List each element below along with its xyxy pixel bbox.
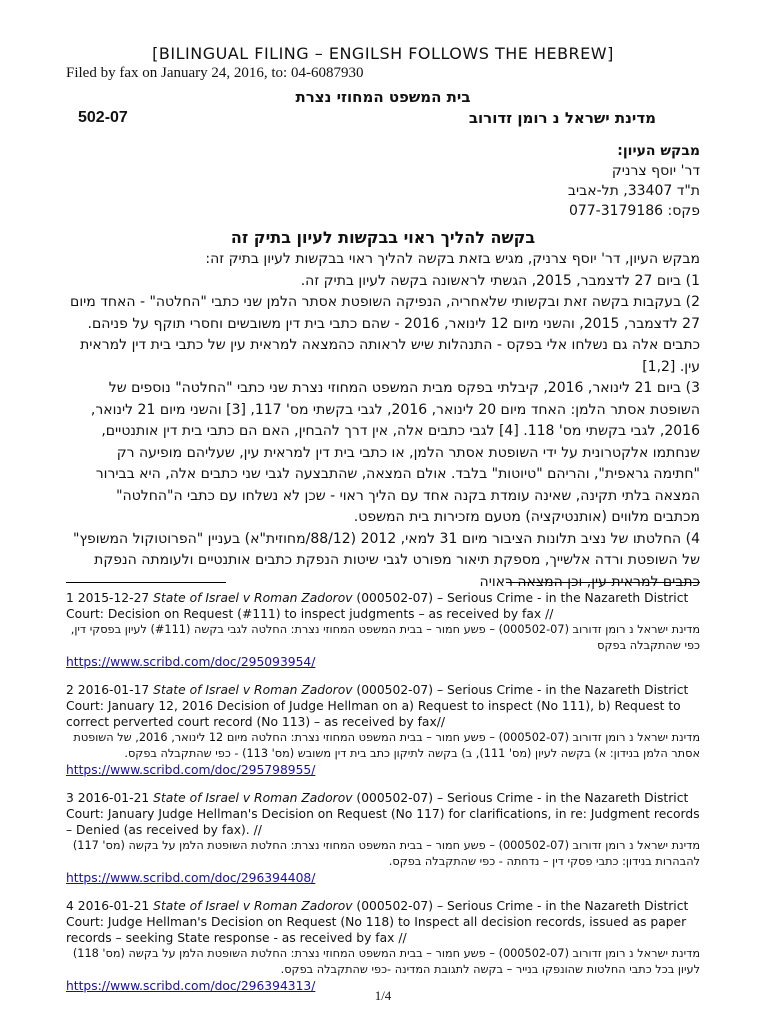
applicant-label: מבקש העיון: bbox=[617, 143, 700, 159]
footnote-date: 2015-12-27 bbox=[77, 591, 150, 605]
footnote-hebrew-text: מדינת ישראל נ רומן זדורוב (000502-07) – פשע חמור – בבית המשפט המחוזי נצרת: החלטה לגבי בקשה (#111) לעיון בפסקי דין, כפי שהתקבלה בפקס bbox=[70, 623, 700, 652]
list-item: 2) בעקבות בקשה זאת ובקשותי שלאחריה, הנפיקה השופטת אסתר הלמן שני כתבי "החלטה" - האחד מיום 27 לדצמבר, 2015, והשני מיום 12 לינואר, 2016 - שהם כתבי בית דין משובשים וחסרי תוקף על פניהם. כתבים אלה גם נשלחו אלי בפקס - התנהלות שיש לראותה כהמצאה למראית עין של כתבי בית דין למראית עין. [1,2] bbox=[70, 294, 700, 375]
court-name: בית המשפט המחוזי נצרת bbox=[295, 88, 471, 106]
case-line bbox=[66, 107, 700, 131]
footnote-number: 4 bbox=[66, 899, 74, 913]
footnote-separator-left bbox=[66, 582, 226, 583]
footnote-number: 2 bbox=[66, 683, 74, 697]
case-number: 502-07 bbox=[78, 109, 128, 126]
list-item: 3) ביום 21 לינואר, 2016, קיבלתי בפקס מבית המשפט המחוזי נצרת שני כתבי "החלטה" נוספים של השופטת אסתר הלמן: האחד מיום 20 לינואר, 2016, לגבי בקשתי מס' 117, [3] והשני מיום 21 לינואר, 2016, לגבי בקשתי מס' 118. [4] לגבי כתבים אלה, אין דרך להבחין, האם הם כתבי בית דין אותנטיים, שנחתמו אלקטרונית על ידי השופטת אסתר הלמן, או כתבי בית דין למראית עין, שעליהם מופיעה רק "חתימה גראפית", והריהם "טיוטות" בלבד. אולם המצאה, שהתבצעה לגבי שני כתבים אלה, היא בבירור המצאה בלתי תקינה, שאינה עומדת בקנה אחד עם הליך ראוי - שכן לא נשלחו עם כתבי ה"החלטה" מכתבים מלווים (אותנטיקציה) מטעם מזכירות בית המשפט. bbox=[90, 380, 700, 525]
footnote-4 bbox=[66, 898, 700, 994]
footnote-date: 2016-01-21 bbox=[77, 791, 150, 805]
footnote-link[interactable]: https://www.scribd.com/doc/295093954/ bbox=[66, 655, 316, 669]
filed-by-fax-line: Filed by fax on January 24, 2016, to: 04-6087930 bbox=[66, 65, 364, 81]
footnote-link[interactable]: https://www.scribd.com/doc/295798955/ bbox=[66, 763, 316, 777]
footnote-case-title: State of Israel v Roman Zadorov bbox=[153, 791, 353, 805]
applicant-fax: פקס: 077-3179186 bbox=[568, 203, 700, 219]
applicant-address: ת"ד 33407, תל-אביב bbox=[567, 183, 700, 199]
footnote-link[interactable]: https://www.scribd.com/doc/296394313/ bbox=[66, 979, 316, 993]
footnote-date: 2016-01-17 bbox=[77, 683, 150, 697]
footnote-hebrew-text: מדינת ישראל נ רומן זדורוב (000502-07) – פשע חמור – בבית המשפט המחוזי נצרת: החלטה מיום 12 לינואר, 2016, של השופטת אסתר הלמן בנידון: א) בקשה לעיון (מס' 111), ב) בקשה לתיקון כתב בית דין משובש (מס' 113) - כפי שהתקבלה בפקס. bbox=[73, 731, 700, 760]
footnote-separator-right bbox=[506, 582, 700, 583]
footnotes bbox=[66, 590, 700, 1006]
applicant-block bbox=[66, 141, 700, 221]
footnote-number: 3 bbox=[66, 791, 74, 805]
request-body bbox=[66, 249, 700, 593]
footnote-3 bbox=[66, 790, 700, 886]
footnote-english-text: (000502-07) – Serious Crime - in the Nazareth District Court: Decision on Request (#111) to inspect judgments – as received by fax // bbox=[66, 591, 689, 621]
request-title: בקשה להליך ראוי בבקשות לעיון בתיק זה bbox=[230, 228, 536, 247]
footnote-hebrew-text: מדינת ישראל נ רומן זדורוב (000502-07) – פשע חמור – בבית המשפט המחוזי נצרת: החלטת השופטת הלמן על בקשה (מס' 118) לעיון בכל כתבי החלטות שהונפקו בנייר – בקשה לתגובת המדינה -כפי שהתקבלה בפקס. bbox=[72, 947, 700, 976]
footnote-date: 2016-01-21 bbox=[77, 899, 150, 913]
footnote-number: 1 bbox=[66, 591, 74, 605]
document-page bbox=[66, 40, 700, 1024]
footnote-hebrew-text: מדינת ישראל נ רומן זדורוב (000502-07) – פשע חמור – בבית המשפט המחוזי נצרת: החלטת השופטת הלמן על בקשה (מס' 117) להבהרות בנידון: כתבי פסקי דין – נדחתה - כפי שהתקבלה בפקס. bbox=[72, 839, 700, 868]
footnote-case-title: State of Israel v Roman Zadorov bbox=[153, 683, 353, 697]
case-name: מדינת ישראל נ רומן זדורוב bbox=[468, 109, 656, 127]
footnote-case-title: State of Israel v Roman Zadorov bbox=[153, 591, 353, 605]
page-number: 1/4 bbox=[374, 988, 392, 1003]
footnote-1 bbox=[66, 590, 700, 670]
footnote-english-text: (000502-07) – Serious Crime - in the Nazareth District Court: January 12, 2016 Decision of Judge Hellman on a) Request to inspect (No 111), b) Request to correct perverted court record (No 113) – as received by fax// bbox=[66, 683, 689, 729]
footnote-case-title: State of Israel v Roman Zadorov bbox=[153, 899, 353, 913]
footnote-link[interactable]: https://www.scribd.com/doc/296394408/ bbox=[66, 871, 316, 885]
applicant-name: דר' יוסף צרניק bbox=[611, 163, 700, 179]
footnote-english-text: (000502-07) – Serious Crime - in the Nazareth District Court: Judge Hellman's Decision on Request (No 118) to Inspect all decision records, issued as paper records – seeking State response - as received by fax // bbox=[66, 899, 689, 945]
footnote-2 bbox=[66, 682, 700, 778]
footnote-english-text: (000502-07) – Serious Crime - in the Nazareth District Court: January Judge Hellman's Decision on Request (No 117) for clarifications, in re: Judgment records – Denied (as received by fax). // bbox=[66, 791, 700, 837]
list-item: 4) החלטתו של נציב תלונות הציבור מיום 31 למאי, 2012 (88/12/מחוזית"א) בעניין "הפרוטוקול המשופץ" של השופטת ורדה אלשייך, מספקת תיאור מפורט לגבי שיטות הנפקת כתבים אותנטיים ולעומתה הנפקת כתבים למראית עין, וכן המצאה ראויה bbox=[73, 530, 700, 590]
list-item: 1) ביום 27 לדצמבר, 2015, הגשתי לראשונה בקשה לעיון בתיק זה. bbox=[300, 272, 700, 289]
bilingual-header: [BILINGUAL FILING – ENGILSH FOLLOWS THE HEBREW] bbox=[152, 44, 614, 63]
intro-paragraph: מבקש העיון, דר' יוסף צרניק, מגיש בזאת בקשה להליך ראוי בבקשות לעיון בתיק זה: bbox=[205, 251, 700, 267]
